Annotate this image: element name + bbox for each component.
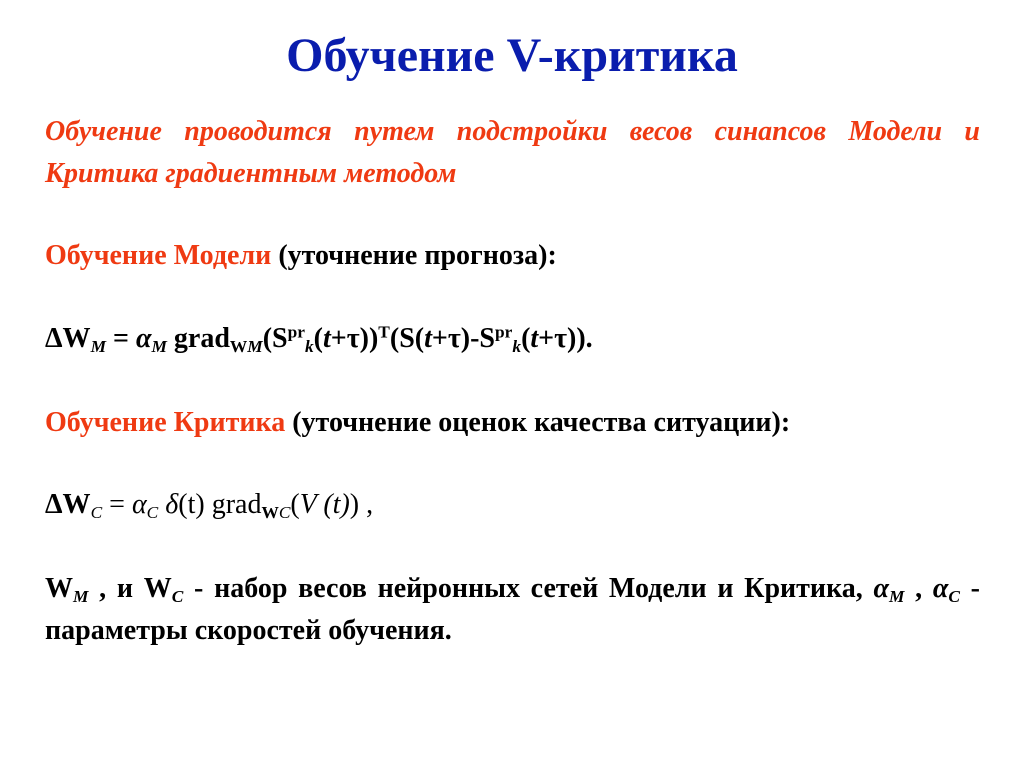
def-alpha-sub-c: C [948, 587, 960, 607]
critic-alpha-sub: C [146, 503, 159, 523]
model-training-note: (уточнение прогноза): [278, 240, 557, 271]
def-alpha2: α [932, 573, 949, 604]
formula-equals: = [106, 323, 136, 354]
formula-grad: grad [166, 323, 230, 354]
formula-middle: (S( [389, 323, 425, 354]
formula-grad-sub: WM [229, 337, 263, 357]
critic-alpha: α [131, 489, 147, 520]
formula-t2: t [424, 323, 432, 354]
definition-paragraph [45, 568, 980, 652]
slide-title: Обучение V-критика [286, 29, 738, 82]
critic-v-open: ( [290, 489, 300, 520]
formula-k: k [304, 337, 314, 357]
intro-paragraph: Обучение проводится путем подстройки весов синапсов Модели и Критика градиентным методом [45, 116, 980, 189]
formula-alpha-sub: M [151, 337, 167, 357]
formula-sub-m: M [90, 337, 106, 357]
critic-delta-w: ΔW [45, 489, 91, 520]
model-training-label: Обучение Модели [45, 240, 272, 271]
def-rest1: - набор весов нейронных сетей Модели и [183, 573, 734, 604]
critic-formula [45, 484, 980, 526]
formula-open: (S [262, 323, 288, 354]
formula-k2: k [512, 337, 522, 357]
critic-training-heading [45, 402, 980, 444]
formula-t3: t [530, 323, 539, 354]
model-formula [45, 318, 980, 360]
critic-training-note: (уточнение оценок качества ситуации): [292, 407, 791, 438]
critic-t: (t) [178, 489, 205, 520]
def-line2-end: - параметры скоростей обучения. [45, 573, 981, 646]
def-wm: W [45, 573, 73, 604]
critic-grad-sub: WC [261, 503, 291, 523]
critic-equals: = [102, 489, 132, 520]
formula-transpose: T [378, 322, 390, 342]
formula-pr2: pr [495, 322, 513, 342]
formula-paren2: ( [521, 323, 531, 354]
def-line2-start: Критика, [744, 573, 874, 604]
def-sub-m: M [73, 587, 89, 607]
def-comma: , [904, 573, 933, 604]
formula-paren: ( [313, 323, 323, 354]
formula-alpha: α [135, 323, 152, 354]
formula-pr: pr [287, 322, 305, 342]
critic-training-label: Обучение Критика [45, 407, 286, 438]
def-wc: W [143, 573, 172, 604]
critic-grad: grad [204, 489, 262, 520]
def-alpha-sub-m: M [889, 587, 905, 607]
critic-delta: δ [165, 489, 179, 520]
model-training-heading [45, 235, 980, 277]
formula-plus-tau: +τ)) [330, 323, 379, 354]
def-and: , и [88, 573, 144, 604]
critic-vt: (t) [316, 489, 350, 520]
critic-close: ) , [349, 489, 374, 520]
critic-sub-c: C [90, 503, 103, 523]
def-alpha: α [873, 573, 889, 604]
critic-v: V [299, 489, 317, 520]
formula-delta-w: ΔW [45, 323, 91, 354]
def-sub-c: C [171, 587, 184, 607]
formula-t: t [323, 323, 331, 354]
formula-tau-minus: +τ)-S [431, 323, 495, 354]
formula-end: +τ)). [538, 323, 593, 354]
